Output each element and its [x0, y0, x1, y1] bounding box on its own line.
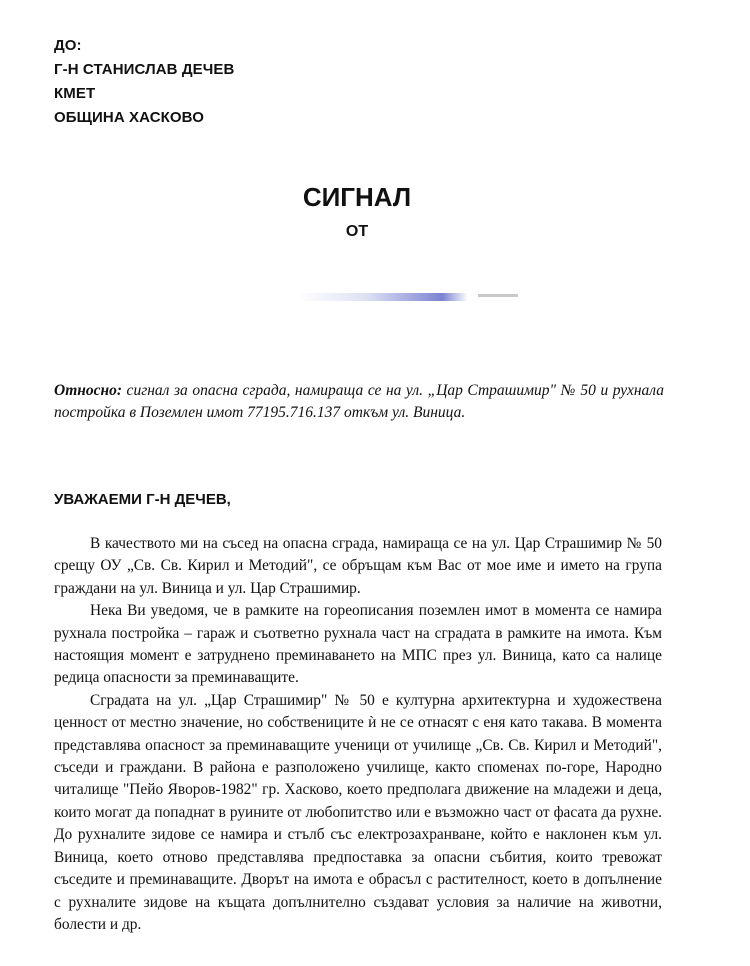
document-subtitle: ОТ [345, 223, 369, 240]
regarding-text: сигнал за опасна сграда, намираща се на ул. „Цар Страшимир" № 50 и рухнала постройка в Поземлен имот 77195.716.137 откъм ул. Виница. [54, 382, 664, 421]
letter-body [54, 533, 662, 936]
regarding-block [54, 380, 664, 424]
greeting: УВАЖАЕМИ Г-Н ДЕЧЕВ, [54, 491, 231, 508]
redaction-tail [478, 294, 518, 297]
redacted-contact-line [158, 284, 518, 304]
redaction-smudge [298, 293, 468, 301]
addressee-to-label: ДО: [54, 37, 82, 54]
addressee-position: КМЕТ [54, 85, 96, 102]
addressee-block [54, 34, 234, 130]
body-paragraph-2: Нека Ви уведомя, че в рамките на гореописания поземлен имот в момента се намира рухнала постройка – гараж и съответно рухнала част на сградата в рамките на имота. Към настоящия момент е затруднено преминаването на МПС през ул. Виница, като са налице редица опасности за преминаващите. [54, 602, 662, 687]
regarding-label: Относно: [54, 382, 123, 399]
addressee-organization: ОБЩИНА ХАСКОВО [54, 109, 204, 126]
body-paragraph-1: В качеството ми на съсед на опасна сграда, намираща се на ул. Цар Страшимир № 50 срещу ОУ „Св. Св. Кирил и Методий", се обръщам към Вас от мое име и името на група граждани на ул. Виница и ул. Цар Страшимир. [54, 535, 662, 597]
addressee-name: Г-Н СТАНИСЛАВ ДЕЧЕВ [54, 61, 235, 78]
document-title: СИГНАЛ [302, 182, 412, 212]
body-paragraph-3: Сградата на ул. „Цар Страшимир" № 50 е културна архитектурна и художествена ценност от местно значение, но собствениците ѝ не се отнасят с еня като такава. В момента представлява опасност за преминаващите ученици от училище „Св. Св. Кирил и Методий", съседи и граждани. В района е разположено училище, както споменах по-горе, Народно читалище "Пейо Яворов-1982" гр. Хасково, което предполага движение на младежи и деца, които могат да попаднат в руините от любопитство или е възможно част от фасата да рухне. До рухналите зидове се намира и стълб със електрозахранване, който е наклонен към ул. Виница, което отново представлява предпоставка за опасни събития, които тревожат съседите и преминаващите. Дворът на имота е обрасъл с растителност, което в допълнение с рухналите зидове на къщата допълнително създават условия за наличие на животни, болести и др. [54, 691, 662, 933]
